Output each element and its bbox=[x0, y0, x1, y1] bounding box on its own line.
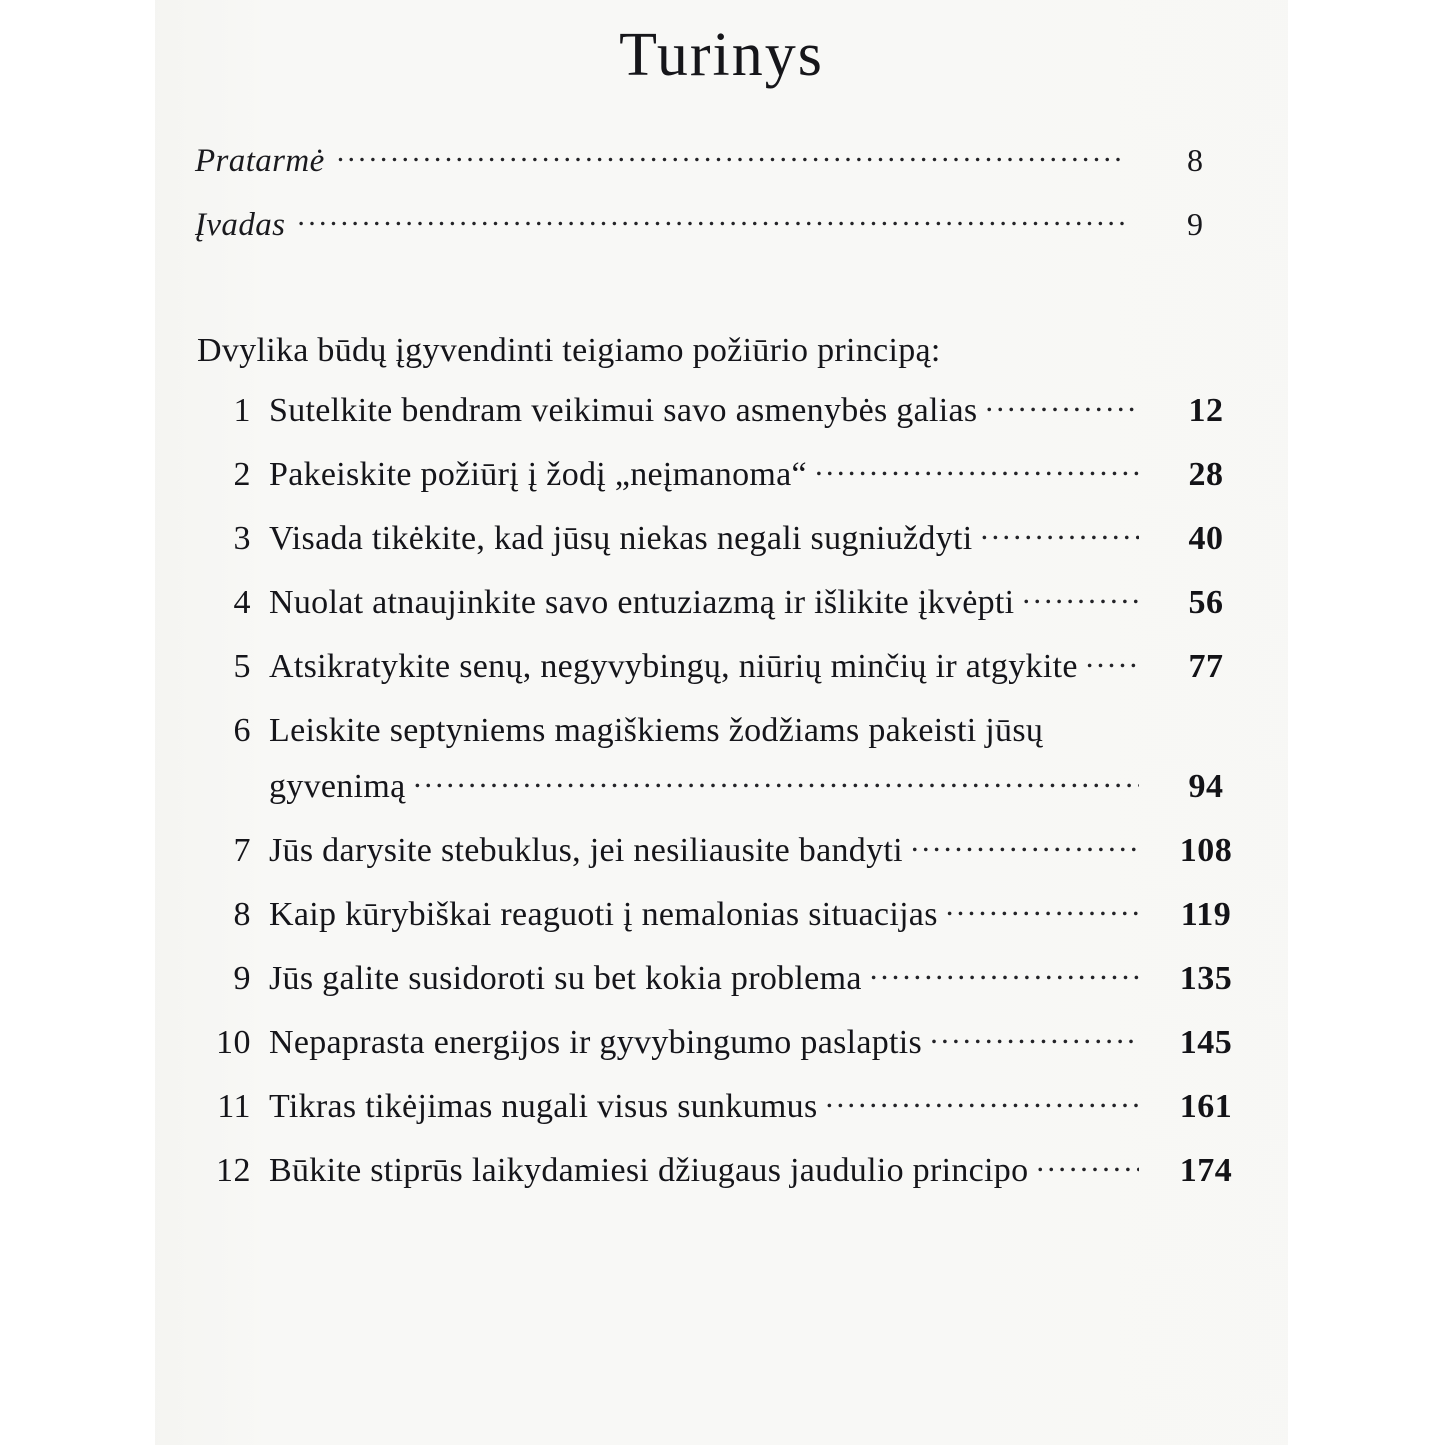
chapter-row bbox=[195, 1024, 1265, 1062]
dot-leader bbox=[297, 219, 1125, 235]
chapter-row bbox=[195, 1088, 1265, 1126]
chapter-number: 12 bbox=[216, 1152, 251, 1189]
chapter-row bbox=[195, 520, 1265, 558]
chapter-page-number: 145 bbox=[1179, 1024, 1233, 1061]
chapter-row bbox=[195, 456, 1265, 494]
chapter-number: 11 bbox=[217, 1088, 251, 1125]
chapter-row bbox=[195, 584, 1265, 622]
dot-leader bbox=[981, 533, 1139, 549]
chapter-number: 1 bbox=[233, 392, 251, 429]
chapter-row bbox=[195, 960, 1265, 998]
dot-leader bbox=[911, 845, 1139, 861]
chapter-row bbox=[195, 392, 1265, 430]
chapter-page-number: 28 bbox=[1188, 456, 1224, 493]
front-matter-row bbox=[195, 142, 1255, 206]
chapter-title: Jūs galite susidoroti su bet kokia problema bbox=[269, 960, 862, 997]
chapter-number: 6 bbox=[233, 712, 251, 749]
chapter-title: Kaip kūrybiškai reaguoti į nemalonias situacijas bbox=[269, 896, 938, 933]
dot-leader bbox=[413, 781, 1139, 797]
chapter-row bbox=[195, 832, 1265, 870]
chapter-number: 9 bbox=[233, 960, 251, 997]
dot-leader bbox=[985, 405, 1139, 421]
chapter-number: 2 bbox=[233, 456, 251, 493]
chapter-title: Leiskite septyniems magiškiems žodžiams pakeisti jūsų bbox=[269, 712, 1044, 749]
chapter-page-number: 119 bbox=[1180, 896, 1232, 933]
chapter-page-number: 174 bbox=[1179, 1152, 1233, 1189]
page-title: Turinys bbox=[619, 21, 824, 89]
chapter-number: 8 bbox=[233, 896, 251, 933]
book-page bbox=[155, 0, 1288, 1445]
front-matter-page-number: 8 bbox=[1187, 142, 1203, 178]
dot-leader bbox=[930, 1037, 1139, 1053]
chapter-title: Tikras tikėjimas nugali visus sunkumus bbox=[269, 1088, 818, 1125]
front-matter-row bbox=[195, 206, 1255, 270]
dot-leader bbox=[1022, 597, 1139, 613]
front-matter-label: Įvadas bbox=[195, 207, 286, 243]
front-matter-page-number: 9 bbox=[1187, 206, 1203, 242]
chapter-title: Nepaprasta energijos ir gyvybingumo paslaptis bbox=[269, 1024, 923, 1061]
chapter-title: Sutelkite bendram veikimui savo asmenybės galias bbox=[269, 392, 978, 429]
dot-leader bbox=[815, 469, 1139, 485]
dot-leader bbox=[1036, 1165, 1139, 1181]
dot-leader bbox=[870, 973, 1139, 989]
chapter-page-number: 135 bbox=[1179, 960, 1233, 997]
chapter-page-number: 77 bbox=[1188, 648, 1224, 685]
chapter-title: Jūs darysite stebuklus, jei nesiliausite bandyti bbox=[269, 832, 903, 869]
section-heading: Dvylika būdų įgyvendinti teigiamo požiūrio principą: bbox=[197, 332, 941, 369]
front-matter-label: Pratarmė bbox=[195, 143, 325, 179]
chapter-number: 7 bbox=[233, 832, 251, 869]
chapter-page-number: 161 bbox=[1179, 1088, 1233, 1125]
chapter-row bbox=[195, 648, 1265, 686]
chapter-number: 4 bbox=[233, 584, 251, 621]
chapter-title: Būkite stiprūs laikydamiesi džiugaus jaudulio principo bbox=[269, 1152, 1029, 1189]
chapter-number: 3 bbox=[233, 520, 251, 557]
chapter-number: 5 bbox=[233, 648, 251, 685]
chapter-title: Nuolat atnaujinkite savo entuziazmą ir išlikite įkvėpti bbox=[269, 584, 1015, 621]
dot-leader bbox=[826, 1101, 1139, 1117]
chapter-row bbox=[195, 1152, 1265, 1190]
chapter-page-number: 12 bbox=[1188, 392, 1224, 429]
front-matter-list bbox=[195, 142, 1255, 270]
chapter-page-number: 108 bbox=[1179, 832, 1233, 869]
page-content-area bbox=[155, 0, 1288, 1445]
chapter-page-number: 56 bbox=[1188, 584, 1224, 621]
chapter-title: Pakeiskite požiūrį į žodį „neįmanoma“ bbox=[269, 456, 807, 493]
chapter-title: Visada tikėkite, kad jūsų niekas negali sugniuždyti bbox=[269, 520, 973, 557]
chapter-title-line2: gyvenimą bbox=[269, 768, 406, 805]
chapter-page-number: 94 bbox=[1188, 768, 1224, 805]
dot-leader bbox=[337, 155, 1125, 171]
chapter-page-number: 40 bbox=[1188, 520, 1224, 557]
dot-leader bbox=[946, 909, 1139, 925]
chapter-row bbox=[195, 712, 1265, 806]
dot-leader bbox=[1086, 661, 1139, 677]
chapter-row bbox=[195, 896, 1265, 934]
chapter-number: 10 bbox=[216, 1024, 251, 1061]
chapter-title: Atsikratykite senų, negyvybingų, niūrių minčių ir atgykite bbox=[269, 648, 1078, 685]
chapter-list bbox=[195, 392, 1265, 1216]
